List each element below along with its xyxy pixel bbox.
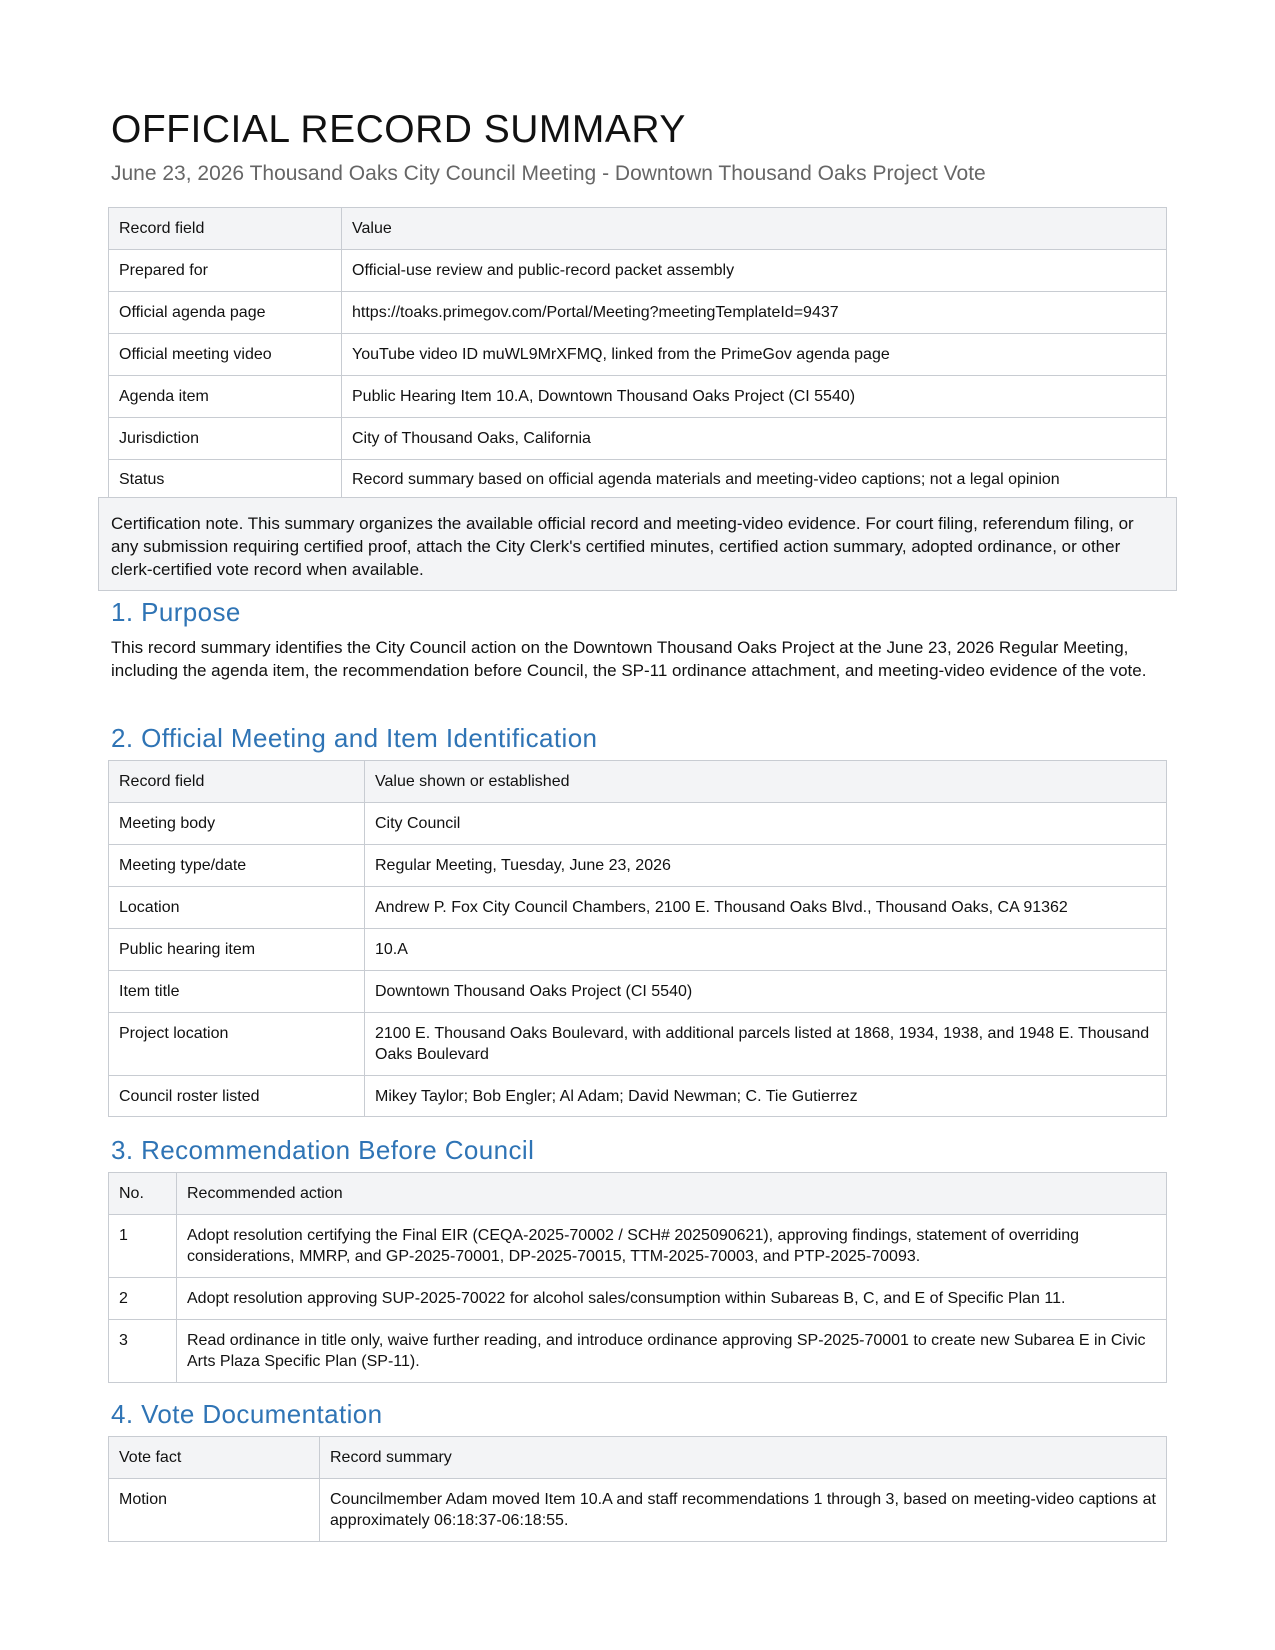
field-cell: Agenda item [109, 376, 342, 418]
value-cell: City of Thousand Oaks, California [342, 418, 1167, 460]
table-row [109, 250, 1167, 292]
table-row [109, 887, 1167, 929]
value-cell: Record summary based on official agenda materials and meeting-video captions; not a legal opinion [342, 460, 1167, 499]
vote-documentation-table [108, 1436, 1167, 1542]
field-cell: Project location [109, 1013, 365, 1076]
record-summary-table [108, 207, 1167, 499]
table-row [109, 1479, 1167, 1542]
column-header: Recommended action [177, 1173, 1167, 1215]
field-cell: Motion [109, 1479, 320, 1542]
field-cell: Location [109, 887, 365, 929]
column-header: Value shown or established [365, 761, 1167, 803]
table-row [109, 460, 1167, 499]
field-cell: Meeting type/date [109, 845, 365, 887]
field-cell: Council roster listed [109, 1076, 365, 1117]
table-row [109, 376, 1167, 418]
table-row [109, 1076, 1167, 1117]
agenda-url-cell: https://toaks.primegov.com/Portal/Meeting?meetingTemplateId=9437 [342, 292, 1167, 334]
table-header-row [109, 208, 1167, 250]
section-heading-meeting: 2. Official Meeting and Item Identification [111, 723, 598, 753]
document-title: OFFICIAL RECORD SUMMARY [111, 108, 686, 151]
section-heading-recommendation: 3. Recommendation Before Council [111, 1135, 535, 1165]
column-header: Value [342, 208, 1167, 250]
number-cell: 3 [109, 1320, 177, 1383]
action-cell: Adopt resolution approving SUP-2025-70022 for alcohol sales/consumption within Subareas B, C, and E of Specific Plan 11. [177, 1278, 1167, 1320]
field-cell: Official meeting video [109, 334, 342, 376]
value-cell: 2100 E. Thousand Oaks Boulevard, with additional parcels listed at 1868, 1934, 1938, and 1948 E. Thousand Oaks Boulevard [365, 1013, 1167, 1076]
field-cell: Official agenda page [109, 292, 342, 334]
table-row [109, 418, 1167, 460]
column-header: Record field [109, 208, 342, 250]
value-cell: Mikey Taylor; Bob Engler; Al Adam; David Newman; C. Tie Gutierrez [365, 1076, 1167, 1117]
value-cell: Andrew P. Fox City Council Chambers, 2100 E. Thousand Oaks Blvd., Thousand Oaks, CA 91362 [365, 887, 1167, 929]
section-heading-vote: 4. Vote Documentation [111, 1399, 383, 1429]
table-row [109, 929, 1167, 971]
document-subtitle: June 23, 2026 Thousand Oaks City Council Meeting - Downtown Thousand Oaks Project Vote [111, 162, 986, 185]
table-row [109, 845, 1167, 887]
field-cell: Prepared for [109, 250, 342, 292]
meeting-identification-table [108, 760, 1167, 1117]
number-cell: 1 [109, 1215, 177, 1278]
field-cell: Public hearing item [109, 929, 365, 971]
recommendation-table [108, 1172, 1167, 1383]
column-header: No. [109, 1173, 177, 1215]
table-header-row [109, 761, 1167, 803]
table-row [109, 1215, 1167, 1278]
value-cell: YouTube video ID muWL9MrXFMQ, linked from the PrimeGov agenda page [342, 334, 1167, 376]
column-header: Record summary [320, 1437, 1167, 1479]
action-cell: Read ordinance in title only, waive further reading, and introduce ordinance approving SP-2025-70001 to create new Subarea E in Civic Arts Plaza Specific Plan (SP-11). [177, 1320, 1167, 1383]
action-cell: Adopt resolution certifying the Final EIR (CEQA-2025-70002 / SCH# 2025090621), approving findings, statement of overriding considerations, MMRP, and GP-2025-70001, DP-2025-70015, TTM-2025-70003, and PTP-2025-70093. [177, 1215, 1167, 1278]
value-cell: Official-use review and public-record packet assembly [342, 250, 1167, 292]
value-cell: Downtown Thousand Oaks Project (CI 5540) [365, 971, 1167, 1013]
number-cell: 2 [109, 1278, 177, 1320]
certification-note: Certification note. This summary organizes the available official record and meeting-video evidence. For court filing, referendum filing, or any submission requiring certified proof, attach the City Clerk's certified minutes, certified action summary, adopted ordinance, or other clerk-certified vote record when available. [98, 497, 1177, 591]
field-cell: Item title [109, 971, 365, 1013]
table-row [109, 971, 1167, 1013]
value-cell: 10.A [365, 929, 1167, 971]
value-cell: Councilmember Adam moved Item 10.A and staff recommendations 1 through 3, based on meeting-video captions at approximately 06:18:37-06:18:55. [320, 1479, 1167, 1542]
table-header-row [109, 1437, 1167, 1479]
column-header: Vote fact [109, 1437, 320, 1479]
value-cell: Regular Meeting, Tuesday, June 23, 2026 [365, 845, 1167, 887]
value-cell: City Council [365, 803, 1167, 845]
field-cell: Jurisdiction [109, 418, 342, 460]
purpose-paragraph: This record summary identifies the City Council action on the Downtown Thousand Oaks Project at the June 23, 2026 Regular Meeting, including the agenda item, the recommendation before Council, the SP-11 ordinance attachment, and meeting-video evidence of the vote. [111, 638, 1147, 680]
field-cell: Meeting body [109, 803, 365, 845]
table-row [109, 803, 1167, 845]
table-row [109, 1278, 1167, 1320]
table-row [109, 292, 1167, 334]
column-header: Record field [109, 761, 365, 803]
section-heading-purpose: 1. Purpose [111, 597, 241, 627]
field-cell: Status [109, 460, 342, 499]
table-header-row [109, 1173, 1167, 1215]
table-row [109, 1320, 1167, 1383]
value-cell: Public Hearing Item 10.A, Downtown Thousand Oaks Project (CI 5540) [342, 376, 1167, 418]
table-row [109, 334, 1167, 376]
table-row [109, 1013, 1167, 1076]
